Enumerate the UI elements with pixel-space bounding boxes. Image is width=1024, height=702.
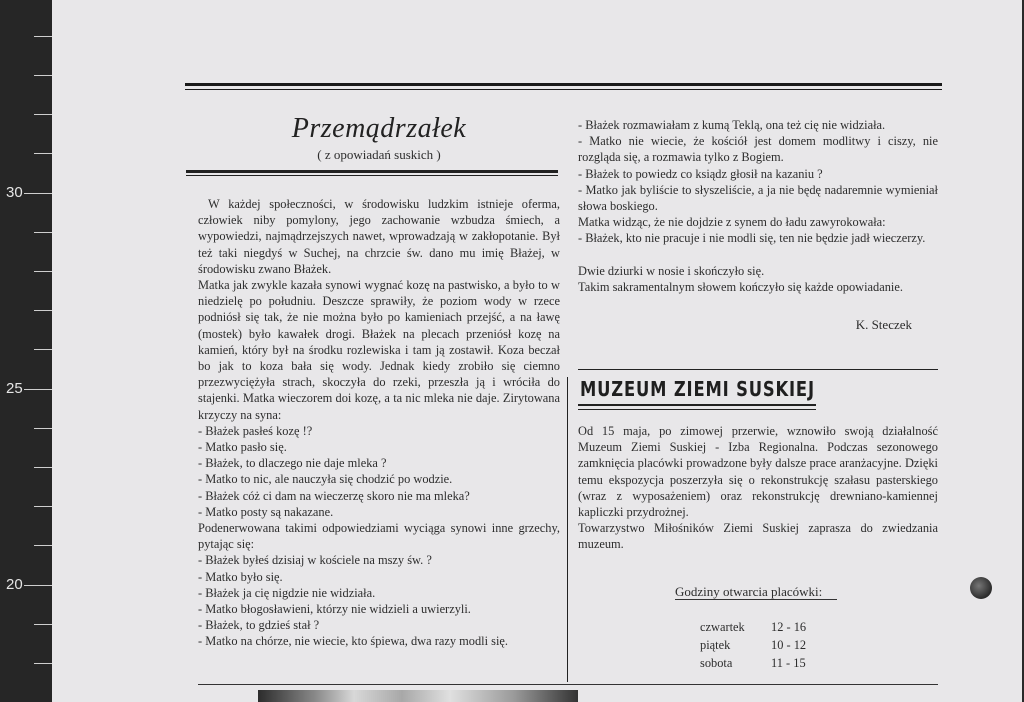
museum-heading-rule [578,409,816,410]
dialogue-line: - Matko błogosławieni, którzy nie widzieli a uwierzyli. [198,602,471,617]
dialogue-line: - Matko to nic, ale nauczyła się chodzić po wodzie. [198,472,453,487]
title-rule [186,175,558,176]
article-paragraph: W każdej społeczności, w środowisku ludzkim istnieje oferma, człowiek niby pomylony, jego zachowanie wzbudza śmiech, a wypowiedzi, najmądrzejszych nawet, wprowadzają w zakłopotanie. Był też taki niegdyś w Suchej, na chrzcie św. dano mu imię Błażej, w środowisku zwano Błażek. [198,197,560,276]
ruler-tick [34,349,52,350]
ruler-tick [24,389,52,390]
dialogue-line: - Matko nie wiecie, że kościół jest domem modlitwy i ciszy, nie rozgląda się, a rozmawia tylko z Bogiem. [578,134,938,165]
hours-label: Godziny otwarcia placówki: [675,584,823,599]
museum-paragraph: Od 15 maja, po zimowej przerwie, wznowiło swoją działalność Muzeum Ziemi Suskiej - Izba Regionalna. Podczas sezonowego zamknięcia placówki prowadzone były dalsze prace aranżacyjne. Dzięki temu ekspozycja poszerzyła się o rekonstrukcję szałasu pasterskiego (wraz z wyposażeniem) oraz rekonstrukcję drewniano-kamiennej kapliczki przydrożnej. [578,424,938,520]
dialogue-line: - Błażek to powiedz co ksiądz głosił na kazaniu ? [578,166,823,181]
dialogue-line: - Błażek cóż ci dam na wieczerzę skoro nie ma mleka? [198,488,470,503]
ruler-label: 30 [6,184,23,201]
dialogue-line: - Matko posty są nakazane. [198,504,334,519]
ruler-tick [34,36,52,37]
ruler-tick [34,545,52,546]
hours-time: 11 - 15 [771,656,806,670]
dialogue-line: - Matko jak byliście to słyszeliście, a ja nie będę nadaremnie wymieniał słowa boskiego. [578,182,938,214]
ruler-label: 25 [6,380,23,397]
scan-ruler [0,0,52,702]
ruler-tick [34,624,52,625]
ruler-tick [34,114,52,115]
dialogue-line: - Błażek byłeś dzisiaj w kościele na mszy św. ? [198,553,432,568]
ruler-tick [34,467,52,468]
ruler-tick [24,585,52,586]
ruler-tick [34,428,52,429]
photo-fragment [258,690,578,702]
hours-row [700,618,806,636]
museum-paragraph: Towarzystwo Miłośników Ziemi Suskiej zaprasza do zwiedzania muzeum. [578,521,938,552]
ruler-tick [34,271,52,272]
article-ending: Dwie dziurki w nosie i skończyło się. [578,263,765,278]
article-ending: Takim sakramentalnym słowem kończyło się każde opowiadanie. [578,279,903,294]
article-left-column [198,110,560,650]
dialogue-line: - Błażek, to dlaczego nie daje mleka ? [198,456,387,471]
museum-heading-rule [578,404,816,406]
hours-day: sobota [700,656,733,670]
ruler-tick [34,232,52,233]
hours-row [700,636,806,654]
hours-day: czwartek [700,620,745,634]
ruler-tick [24,193,52,194]
ruler-tick [34,663,52,664]
column-divider [567,377,568,682]
title-rule [186,170,558,173]
dialogue-line: - Błażek rozmawiałam z kumą Teklą, ona też cię nie widziała. [578,118,886,132]
ruler-tick [34,310,52,311]
header-rule [185,89,942,90]
ruler-tick [34,153,52,154]
article-subtitle: ( z opowiadań suskich ) [317,147,441,162]
header-rule [185,83,942,86]
ruler-tick [34,506,52,507]
dialogue-line: - Błażek ja cię nigdzie nie widziała. [198,585,376,600]
dialogue-line: - Matko było się. [198,569,283,584]
museum-heading: MUZEUM ZIEMI SUSKIEJ [580,377,815,401]
hours-underline [675,599,837,600]
dialogue-line: Matka widząc, że nie dojdzie z synem do ładu zawyrokowała: [578,215,886,230]
dialogue-line: - Matko pasło się. [198,440,287,455]
dialogue-line: - Błażek pasłeś kozę !? [198,423,313,438]
dialogue-line: - Matko na chórze, nie wiecie, kto śpiewa, dwa razy modli się. [198,634,509,649]
opening-hours-table [700,618,806,672]
hours-time: 12 - 16 [771,620,807,634]
hours-day: piątek [700,638,731,652]
footer-rule [198,684,938,685]
ruler-tick [34,75,52,76]
museum-text [578,423,938,553]
dialogue-line: - Błażek, to gdzieś stał ? [198,618,320,633]
ruler-label: 20 [6,576,23,593]
dialogue-line: - Błażek, kto nie pracuje i nie modli się, ten nie będzie jadł wieczerzy. [578,231,926,246]
hours-row [700,654,806,672]
article-right-column [578,117,938,333]
hours-time: 10 - 12 [771,638,807,652]
article-author: K. Steczek [855,317,912,333]
article-title: Przemądrzałek [291,113,467,144]
article-paragraph: Podenerwowana takimi odpowiedziami wyciąga synowi inne grzechy, pytając się: [198,521,560,552]
punch-hole [970,577,992,599]
article-paragraph: Matka jak zwykle kazała synowi wygnać kozę na pastwisko, a było to w niedzielę po południu. Deszcze sprawiły, że poziom wody w rzece podniósł się tak, że nie można było po kamieniach przejść, a na ławę (mostek) było kawałek drogi. Błażek na plecach przeniósł kozę na kamień, który był na środku rozlewiska i tam ją zostawił. Koza beczał bo jak to koza bała się wody. Jednak kiedy zrobiło się ciemno przezwyciężyła strach, skoczyła do rzeki, przeszła ją i wróciła do stajenki. Matka wieczorem doi kozę, a ta nic mleka nie daje. Zirytowana krzyczy na syna: [198,278,560,422]
section-rule [578,369,938,370]
